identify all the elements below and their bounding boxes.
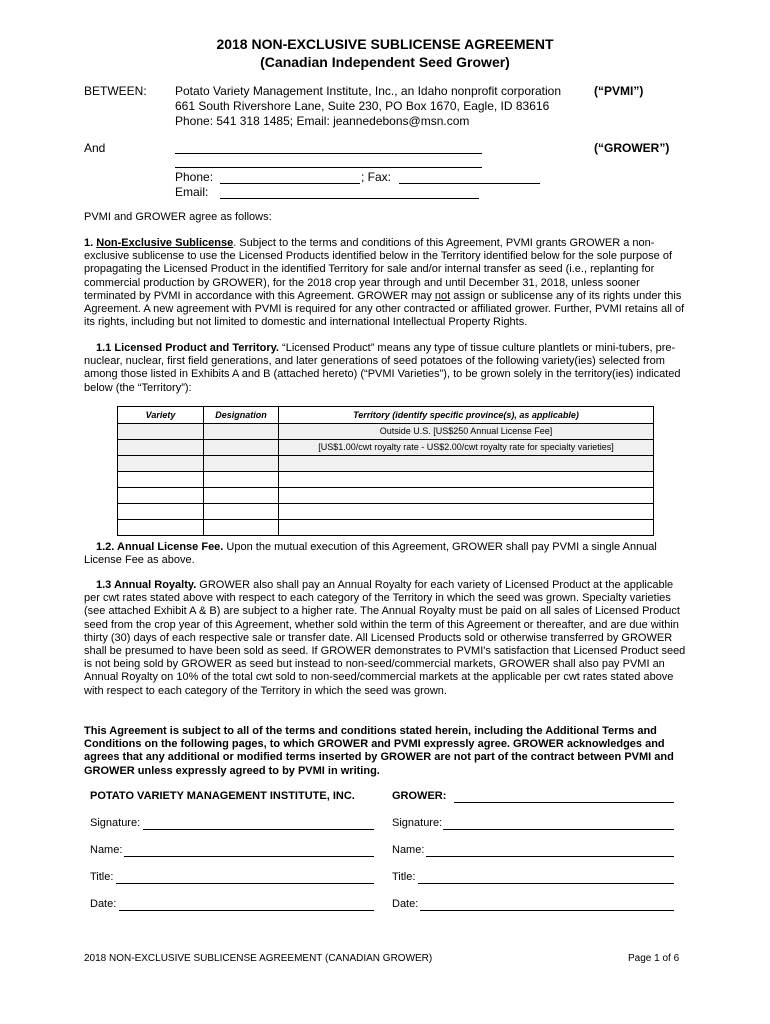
- territory-cell[interactable]: [279, 520, 654, 536]
- agreement-notice: This Agreement is subject to all of the terms and conditions stated herein, including the Additional Terms and Conditions on the following pages, to which GROWER and PVMI expressly agree. GROWER acknowledges and agrees that any additional or modified terms inserted by GROWER are not part of the contract between PVMI and GROWER unless expressly agreed to by PVMI in writing.: [84, 725, 674, 777]
- section-1-1-paragraph: [84, 342, 686, 395]
- pvmi-title-field[interactable]: [116, 883, 374, 884]
- pvmi-address-line: 661 South Rivershore Lane, Suite 230, PO Box 1670, Eagle, ID 83616: [175, 99, 550, 113]
- section-1-1-title: 1.1 Licensed Product and Territory.: [96, 342, 279, 354]
- email-label: Email:: [175, 185, 209, 199]
- section-1-3-text: GROWER also shall pay an Annual Royalty for each variety of Licensed Product at the applicable per cwt rates stated above with respect to each category of the Territory in which the seed was grown. Specialty varieties (see attached Exhibit A & B) are subject to a higher rate. The Annual Royalty must be paid on all sales of Licensed Product seed from the crop year of this Agreement, whether sold within the term of this Agreement or thereafter, and are due within thirty (30) days of each respective sale or transfer date. All Licensed Products sold or otherwise transferred by GROWER shall be presumed to have been sold as seed. If GROWER demonstrates to PVMI's satisfaction that Licensed Product seed is not being sold by GROWER as seed but instead to non-seed/commercial markets, GROWER shall also pay PVMI an Annual Royalty on 10% of the total cwt sold to non-seed/commercial markets at the applicable per cwt rates stated above with respect to each category of the Territory in which the seed was grown.: [84, 579, 686, 697]
- territory-cell[interactable]: [279, 472, 654, 488]
- between-label: BETWEEN:: [84, 84, 147, 98]
- variety-cell[interactable]: [118, 472, 204, 488]
- fee-line-2: [US$1.00/cwt royalty rate - US$2.00/cwt royalty rate for specialty varieties]: [318, 442, 614, 452]
- table-row: [118, 456, 654, 472]
- section-1-2-text: Upon the mutual execution of this Agreement, GROWER shall pay PVMI a single Annual License Fee as above.: [84, 541, 657, 567]
- variety-cell[interactable]: [118, 440, 204, 456]
- table-header-row: [118, 407, 654, 424]
- section-1-2-title: 1.2. Annual License Fee.: [96, 541, 224, 553]
- table-row: [118, 440, 654, 456]
- email-field[interactable]: [220, 198, 479, 199]
- grower-date-field[interactable]: [420, 910, 674, 911]
- header-territory: Territory (identify specific province(s), as applicable): [279, 407, 654, 424]
- section-1-1-text: “Licensed Product” means any type of tissue culture plantlets or mini-tubers, pre-nuclear, nuclear, first field generations, and later generations of seed potatoes of the following variety(ies) selected from among those listed in Exhibits A and B (attached hereto) (“PVMI Varieties”), to be grown solely in the territory(ies) indicated below (the “Territory”):: [84, 342, 681, 394]
- grower-name-sig-field[interactable]: [426, 856, 674, 857]
- table-row: [118, 424, 654, 440]
- territory-royalty-cell: [279, 440, 654, 456]
- intro-text: PVMI and GROWER agree as follows:: [84, 211, 272, 223]
- fee-line-1: Outside U.S. [US$250 Annual License Fee]: [379, 426, 553, 436]
- grower-tag: (“GROWER”): [594, 141, 670, 155]
- grower-name-field[interactable]: [175, 153, 482, 154]
- section-1-2-paragraph: [84, 541, 686, 567]
- pvmi-date-label: Date:: [90, 898, 117, 910]
- designation-cell[interactable]: [204, 520, 279, 536]
- footer-page-number: Page 1 of 6: [628, 953, 680, 964]
- variety-cell[interactable]: [118, 456, 204, 472]
- section-1-number: 1.: [84, 237, 94, 249]
- table-row: [118, 520, 654, 536]
- grower-date-label: Date:: [392, 898, 419, 910]
- section-1-paragraph: [84, 237, 686, 329]
- pvmi-signature-field[interactable]: [143, 829, 374, 830]
- and-label: And: [84, 141, 106, 155]
- phone-field[interactable]: [220, 183, 360, 184]
- table-row: [118, 488, 654, 504]
- pvmi-signature-label: Signature:: [90, 817, 141, 829]
- grower-title-label: Title:: [392, 871, 416, 883]
- table-row: [118, 504, 654, 520]
- grower-signature-field[interactable]: [443, 829, 674, 830]
- header-variety: Variety: [118, 407, 204, 424]
- territory-cell[interactable]: [279, 456, 654, 472]
- section-1-3-title: 1.3 Annual Royalty.: [96, 579, 197, 591]
- designation-cell[interactable]: [204, 488, 279, 504]
- pvmi-contact-line: Phone: 541 318 1485; Email: jeannedebons@msn.com: [175, 114, 470, 128]
- variety-cell[interactable]: [118, 424, 204, 440]
- section-1-title: Non-Exclusive Sublicense: [96, 237, 234, 249]
- territory-table: [117, 406, 654, 536]
- section-1-text: . Subject to the terms and conditions of this Agreement, PVMI grants GROWER a non-exclusive sublicense to use the Licensed Products identified below in the Territory identified below for the sole purpose of propagating the Licensed Product in the identified Territory for sale and/or internal transfer as seed (i.e., replanting for commercial production by GROWER), for the 2018 crop year through and until December 31, 2018, unless sooner terminated by PVMI in accordance with this Agreement. GROWER may: [84, 237, 673, 302]
- grower-address-field[interactable]: [175, 167, 482, 168]
- pvmi-date-field[interactable]: [119, 910, 374, 911]
- table-row: [118, 472, 654, 488]
- grower-name-label: Name:: [392, 844, 425, 856]
- phone-label: Phone:: [175, 170, 214, 184]
- territory-fee-cell: [279, 424, 654, 440]
- footer-document-name: 2018 NON-EXCLUSIVE SUBLICENSE AGREEMENT (CANADIAN GROWER): [84, 953, 433, 964]
- header-designation: Designation: [204, 407, 279, 424]
- section-1-3-paragraph: [84, 579, 686, 698]
- grower-company-field[interactable]: [454, 802, 674, 803]
- designation-cell[interactable]: [204, 424, 279, 440]
- grower-title-field[interactable]: [418, 883, 674, 884]
- pvmi-title-label: Title:: [90, 871, 114, 883]
- document-subtitle: (Canadian Independent Seed Grower): [260, 54, 510, 70]
- fax-field[interactable]: [399, 183, 540, 184]
- designation-cell[interactable]: [204, 440, 279, 456]
- section-1-not: not: [434, 289, 451, 302]
- grower-signature-label: Signature:: [392, 817, 443, 829]
- section-1-text-cont: assign or sublicense any of its rights under this Agreement. A new agreement with PVMI is required for any other contracted or affiliated grower. Further, PVMI retains all of its rights, including but not limited to domestic and international Intellectual Property Rights.: [84, 289, 685, 329]
- pvmi-tag: (“PVMI”): [594, 84, 644, 98]
- pvmi-signature-header: POTATO VARIETY MANAGEMENT INSTITUTE, INC.: [90, 790, 355, 802]
- territory-cell[interactable]: [279, 504, 654, 520]
- designation-cell[interactable]: [204, 472, 279, 488]
- territory-cell[interactable]: [279, 488, 654, 504]
- pvmi-name-label: Name:: [90, 844, 123, 856]
- designation-cell[interactable]: [204, 456, 279, 472]
- fax-label: ; Fax:: [361, 170, 392, 184]
- document-title: 2018 NON-EXCLUSIVE SUBLICENSE AGREEMENT: [216, 36, 554, 52]
- variety-cell[interactable]: [118, 504, 204, 520]
- variety-cell[interactable]: [118, 488, 204, 504]
- variety-cell[interactable]: [118, 520, 204, 536]
- pvmi-name-line: Potato Variety Management Institute, Inc., an Idaho nonprofit corporation: [175, 84, 562, 98]
- designation-cell[interactable]: [204, 504, 279, 520]
- grower-signature-header: GROWER:: [392, 790, 447, 802]
- pvmi-name-field[interactable]: [124, 856, 374, 857]
